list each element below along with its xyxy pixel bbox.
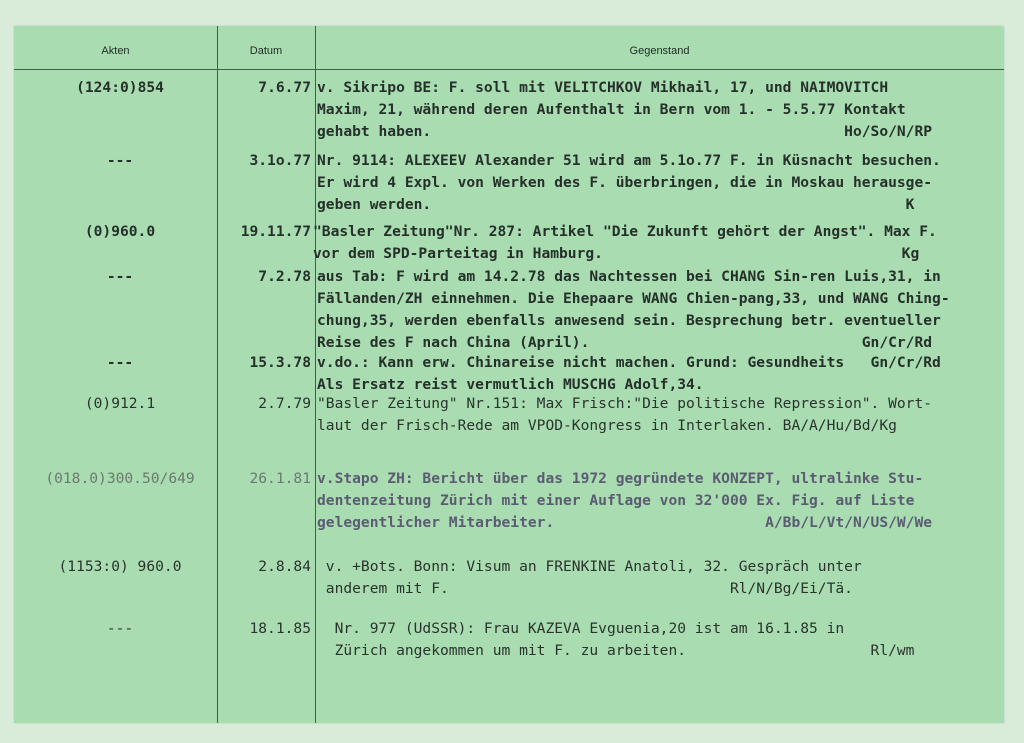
entry-text: v. +Bots. Bonn: Visum an FRENKINE Anatoli, 32. Gespräch unter anderem mit F. Rl/N/Bg/Ei/Tä.	[325, 558, 862, 597]
entry-text: v.do.: Kann erw. Chinareise nicht machen. Grund: Gesundheits Gn/Cr/Rd Als Ersatz reist vermutlich MUSCHG Adolf,34.	[317, 354, 941, 393]
entry-datum: 2.7.79	[258, 395, 311, 412]
entry-datum: 2.8.84	[258, 558, 311, 575]
entry-akten: (018.0)300.50/649	[45, 470, 195, 487]
entry-text: "Basler Zeitung"Nr. 287: Artikel "Die Zukunft gehört der Angst". Max F. vor dem SPD-Parteitag in Hamburg. Kg	[313, 223, 937, 262]
entry-akten: ---	[106, 268, 134, 285]
entry-datum: 19.11.77	[240, 223, 311, 240]
header-akten: Akten	[101, 45, 130, 57]
entry-text: Nr. 977 (UdSSR): Frau KAZEVA Evguenia,20 ist am 16.1.85 in Zürich angekommen um mit F. zu arbeiten. Rl/wm	[334, 620, 915, 659]
entry-text: v.Stapo ZH: Bericht über das 1972 gegründete KONZEPT, ultralinke Stu- dentenzeitung Zürich mit einer Auflage von 32'000 Ex. Fig. auf Liste gelegentlicher Mitarbeiter. A/Bb/L/Vt/N/US/W/We	[317, 470, 933, 531]
entry-akten: (0)960.0	[84, 223, 156, 240]
entry-text: v. Sikripo BE: F. soll mit VELITCHKOV Mikhail, 17, und NAIMOVITCH Maxim, 21, während deren Aufenthalt in Bern vom 1. - 5.5.77 Kontakt gehabt haben. Ho/So/N/RP	[317, 79, 933, 140]
entry-akten: (124:0)854	[76, 79, 164, 96]
index-card	[14, 26, 1004, 723]
entry-text: aus Tab: F wird am 14.2.78 das Nachtessen bei CHANG Sin-ren Luis,31, in Fällanden/ZH einnehmen. Die Ehepaare WANG Chien-pang,33, und WANG Ching- chung,35, werden ebenfalls anwesend sein. Besprechung betr. eventueller Reise des F nach China (April). Gn/Cr/Rd	[317, 268, 950, 351]
entry-datum: 3.1o.77	[249, 152, 311, 169]
entry-datum: 7.6.77	[258, 79, 311, 96]
header-divider	[14, 69, 1004, 70]
header-gegenstand: Gegenstand	[629, 45, 690, 57]
entry-akten: ---	[106, 354, 134, 371]
entry-akten: (0)912.1	[84, 395, 156, 412]
header-datum: Datum	[249, 45, 283, 57]
entry-datum: 26.1.81	[249, 470, 311, 487]
entry-text: "Basler Zeitung" Nr.151: Max Frisch:"Die politische Repression". Wort- laut der Frisch-Rede am VPOD-Kongress in Interlaken. BA/A/Hu/Bd/Kg	[317, 395, 933, 434]
entry-datum: 18.1.85	[249, 620, 311, 637]
entry-datum: 15.3.78	[249, 354, 311, 371]
entry-akten: ---	[106, 152, 134, 169]
entry-datum: 7.2.78	[258, 268, 311, 285]
entry-akten: (1153:0) 960.0	[58, 558, 182, 575]
entry-text: Nr. 9114: ALEXEEV Alexander 51 wird am 5.1o.77 F. in Küsnacht besuchen. Er wird 4 Expl. von Werken des F. überbringen, die in Moskau herausge- geben werden. K	[317, 152, 941, 213]
column-divider-datum	[315, 26, 316, 723]
entry-akten: ---	[106, 620, 134, 637]
